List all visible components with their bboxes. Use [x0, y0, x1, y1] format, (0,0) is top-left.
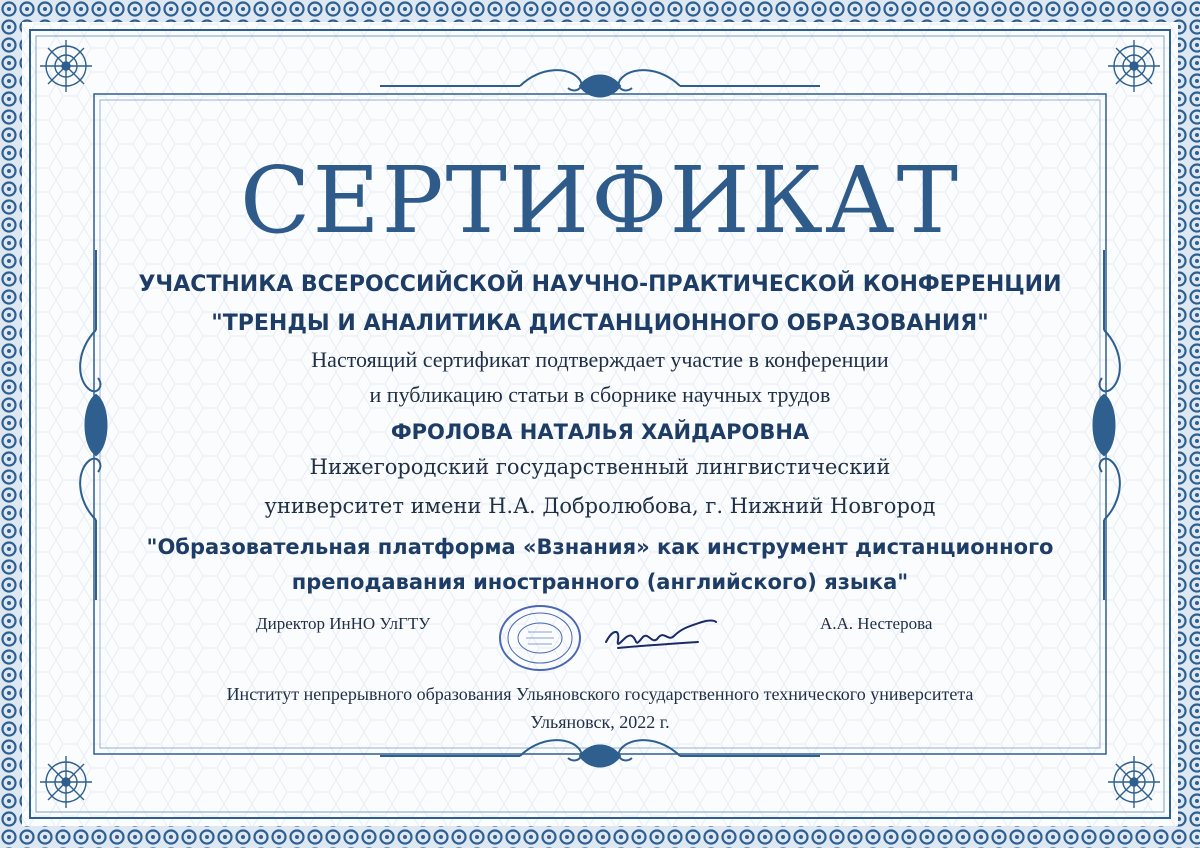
heading-line-2: "ТРЕНДЫ И АНАЛИТИКА ДИСТАНЦИОННОГО ОБРАЗОВАНИЯ" [211, 311, 989, 336]
confirmation-line-1: Настоящий сертификат подтверждает участие в конференции [311, 347, 889, 372]
participant-name: ФРОЛОВА НАТАЛЬЯ ХАЙДАРОВНА [390, 420, 810, 444]
university-line-1: Нижегородский государственный лингвистический [309, 455, 891, 479]
handwritten-signature [598, 612, 722, 662]
issuing-institute: Институт непрерывного образования Ульяновского государственного технического университета [226, 684, 974, 704]
city-year: Ульяновск, 2022 г. [530, 712, 670, 732]
certificate-title: СЕРТИФИКАТ [240, 147, 960, 254]
signer-title: Директор ИнНО УлГТУ [256, 614, 431, 633]
confirmation-line-2: и публикацию статьи в сборнике научных трудов [369, 382, 831, 407]
university-line-2: университет имени Н.А. Добролюбова, г. Нижний Новгород [264, 494, 936, 518]
paper-topic-line-2: преподавания иностранного (английского) языка" [291, 570, 909, 594]
paper-topic-line-1: "Образовательная платформа «Взнания» как инструмент дистанционного [146, 535, 1054, 559]
official-stamp [498, 604, 582, 672]
heading-line-1: УЧАСТНИКА ВСЕРОССИЙСКОЙ НАУЧНО-ПРАКТИЧЕСКОЙ КОНФЕРЕНЦИИ [138, 272, 1062, 297]
signer-name: А.А. Нестерова [820, 614, 933, 633]
